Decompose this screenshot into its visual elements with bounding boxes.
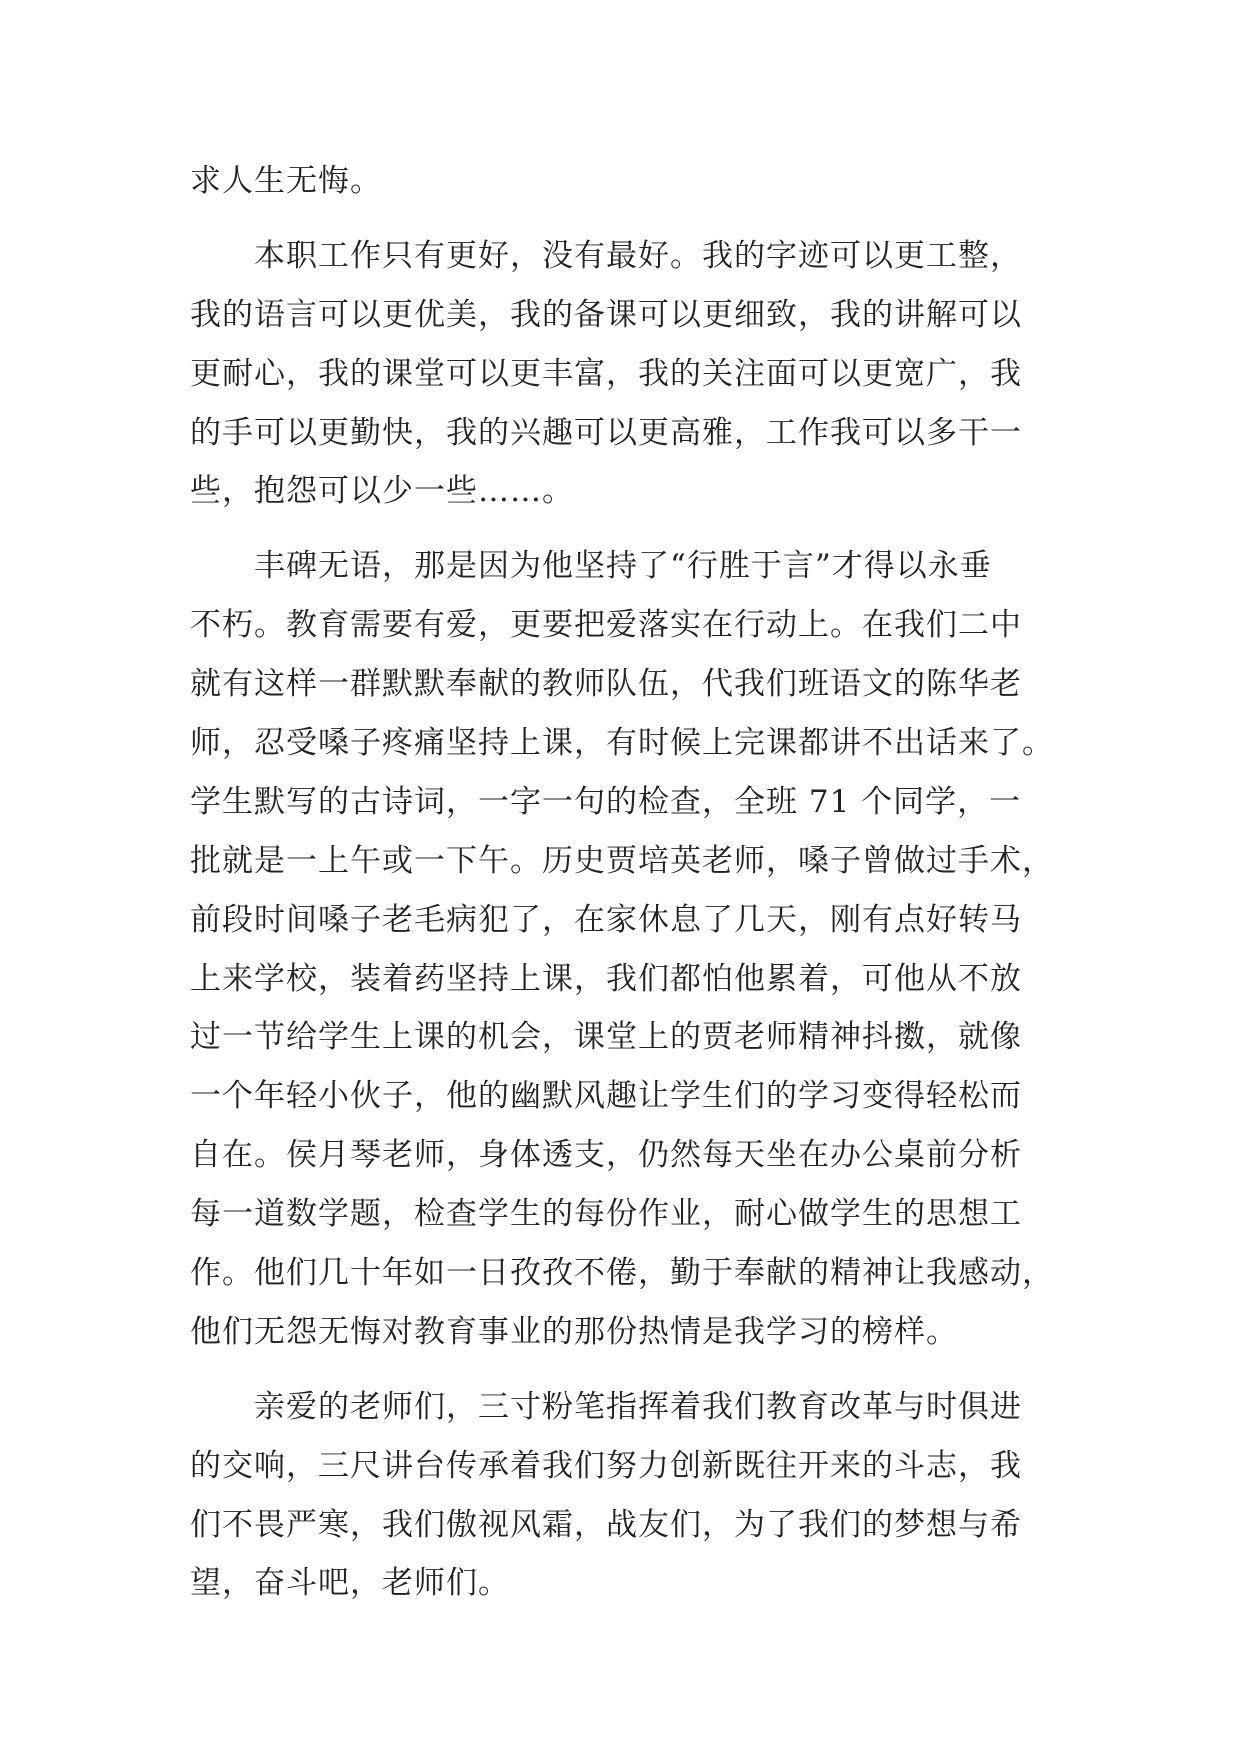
text-line: 批就是一上午或一下午。历史贾培英老师，嗓子曾做过手术，	[190, 842, 1054, 879]
text-line: 更耐心，我的课堂可以更丰富，我的关注面可以更宽广，我	[190, 355, 1022, 392]
text-line: 上来学校，装着药坚持上课，我们都怕他累着，可他从不放	[190, 960, 1022, 997]
text-line: 师，忍受嗓子疼痛坚持上课，有时候上完课都讲不出话来了。	[190, 725, 1054, 762]
text-line: 每一道数学题，检查学生的每份作业，耐心做学生的思想工	[190, 1196, 1022, 1233]
text-line: 望，奋斗吧，老师们。	[190, 1565, 510, 1602]
text-line: 自在。侯月琴老师，身体透支，仍然每天坐在办公桌前分析	[190, 1137, 1022, 1174]
text-line: 就有这样一群默默奉献的教师队伍，代我们班语文的陈华老	[190, 666, 1022, 703]
text-line: 前段时间嗓子老毛病犯了，在家休息了几天，刚有点好转马	[190, 901, 1022, 938]
text-line: 不朽。教育需要有爱，更要把爱落实在行动上。在我们二中	[190, 607, 1022, 644]
text-line: 他们无怨无悔对教育事业的那份热情是我学习的榜样。	[190, 1313, 958, 1350]
text-line: 的手可以更勤快，我的兴趣可以更高雅，工作我可以多干一	[190, 414, 1022, 451]
text-line: 作。他们几十年如一日孜孜不倦，勤于奉献的精神让我感动，	[190, 1255, 1054, 1292]
text-line: 亲爱的老师们，三寸粉笔指挥着我们教育改革与时俱进	[254, 1388, 1022, 1425]
text-line: 丰碑无语，那是因为他坚持了“行胜于言”才得以永垂	[254, 548, 992, 585]
text-line: 一个年轻小伙子，他的幽默风趣让学生们的学习变得轻松而	[190, 1078, 1022, 1115]
text-line: 的交响，三尺讲台传承着我们努力创新既往开来的斗志，我	[190, 1447, 1022, 1484]
text-line: 本职工作只有更好，没有最好。我的字迹可以更工整，	[254, 237, 1022, 274]
text-line: 们不畏严寒，我们傲视风霜，战友们，为了我们的梦想与希	[190, 1506, 1022, 1543]
text-line: 我的语言可以更优美，我的备课可以更细致，我的讲解可以	[190, 296, 1022, 333]
text-line: 求人生无悔。	[190, 163, 382, 199]
body-text	[190, 152, 1054, 1613]
text-line: 些，抱怨可以少一些……。	[190, 473, 574, 510]
text-line: 过一节给学生上课的机会，课堂上的贾老师精神抖擞，就像	[190, 1019, 1022, 1056]
text-line: 学生默写的古诗词，一字一句的检查，全班 71 个同学，一	[190, 783, 1022, 820]
